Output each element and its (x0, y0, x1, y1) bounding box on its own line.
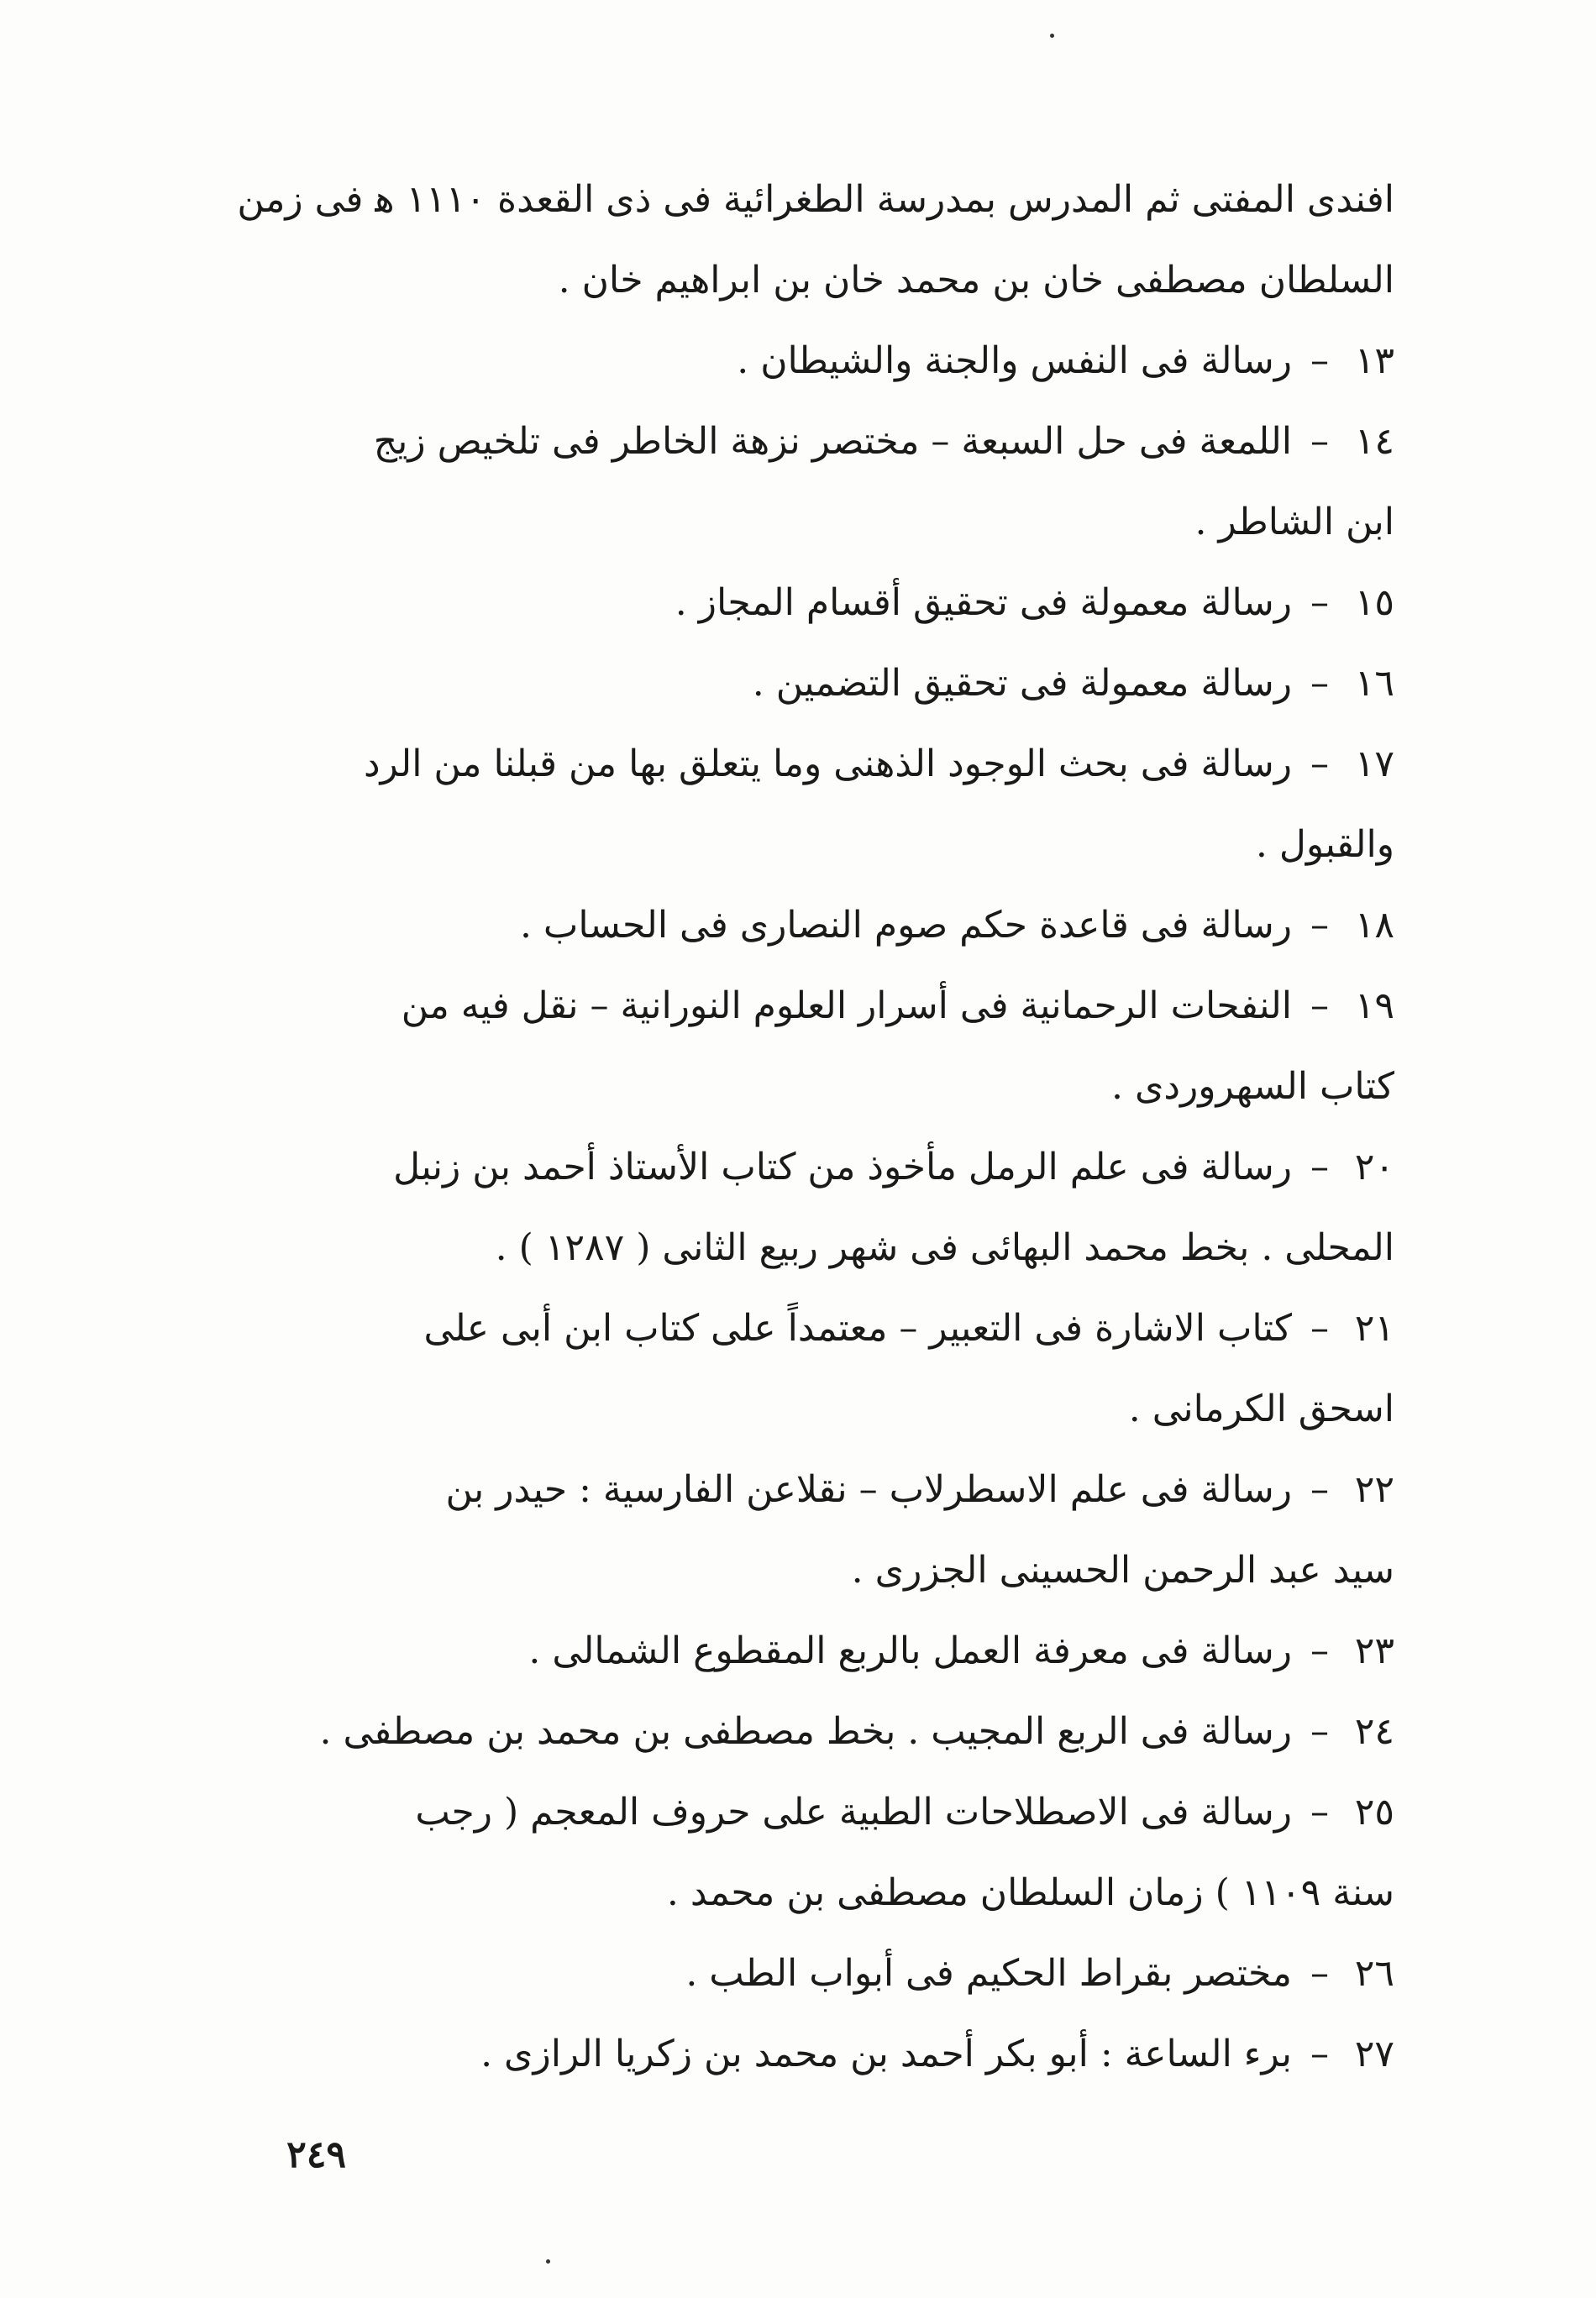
intro-line-2: السلطان مصطفى خان بن محمد خان بن ابراهيم خان . (558, 259, 1394, 302)
entry-text: رسالة فى النفس والجنة والشيطان . (737, 339, 1292, 382)
entry-number: ٢٦ (1354, 1952, 1394, 1995)
entry-number: ١٦ (1354, 662, 1394, 705)
entry-dash: – (1310, 420, 1329, 463)
entry-dash: – (1310, 581, 1329, 624)
list-item (202, 1288, 1394, 1369)
list-item (202, 2014, 1394, 2095)
entry-text: رسالة معمولة فى تحقيق أقسام المجاز . (675, 581, 1292, 624)
entry-text: برء الساعة : أبو بكر أحمد بن محمد بن زكريا الرازى . (480, 2033, 1292, 2075)
entry-continuation: كتاب السهروردى . (1111, 1065, 1394, 1108)
entry-number: ٢١ (1354, 1307, 1394, 1350)
entry-text: رسالة فى الاصطلاحات الطبية على حروف المعجم ( رجب (415, 1791, 1292, 1834)
entry-text: رسالة فى علم الاسطرلاب – نقلاعن الفارسية : حيدر بن (445, 1468, 1292, 1511)
entry-dash: – (1310, 742, 1329, 785)
entry-text: اللمعة فى حل السبعة – مختصر نزهة الخاطر فى تلخيص زيج (373, 420, 1292, 463)
entry-dash: – (1310, 1629, 1329, 1672)
entry-dash: – (1310, 1146, 1329, 1188)
entry-dash: – (1310, 1791, 1329, 1834)
intro-line-1: افندى المفتى ثم المدرس بمدرسة الطغرائية فى ذى القعدة ١١١٠ ﻫ فى زمن (237, 178, 1394, 221)
list-item (202, 1933, 1394, 2014)
ink-speck (546, 2259, 550, 2264)
list-item (202, 885, 1394, 966)
entry-number: ١٧ (1354, 742, 1394, 785)
entry-text: كتاب الاشارة فى التعبير – معتمداً على كتاب ابن أبى على (423, 1307, 1292, 1350)
entry-dash: – (1310, 984, 1329, 1027)
entry-number: ١٥ (1354, 581, 1394, 624)
entry-dash: – (1310, 339, 1329, 382)
list-item (202, 1772, 1394, 1853)
text-block (202, 160, 1394, 2095)
entry-continuation: اسحق الكرمانى . (1128, 1388, 1394, 1430)
entry-number: ٢٤ (1354, 1710, 1394, 1753)
entry-text: رسالة فى قاعدة حكم صوم النصارى فى الحساب . (519, 904, 1292, 947)
list-item (202, 1450, 1394, 1530)
entry-text: رسالة فى معرفة العمل بالربع المقطوع الشمالى . (528, 1629, 1292, 1672)
list-item (202, 1611, 1394, 1692)
entry-continuation: سنة ١١٠٩ ) زمان السلطان مصطفى بن محمد . (666, 1871, 1394, 1914)
entry-text: النفحات الرحمانية فى أسرار العلوم النورانية – نقل فيه من (401, 984, 1292, 1027)
entry-dash: – (1310, 1710, 1329, 1753)
page-number: ٢٤٩ (286, 2133, 346, 2176)
list-item (202, 643, 1394, 724)
entry-number: ٢٥ (1354, 1791, 1394, 1834)
entry-text: رسالة فى بحث الوجود الذهنى وما يتعلق بها من قبلنا من الرد (363, 742, 1292, 785)
list-item (202, 401, 1394, 482)
entry-number: ١٤ (1354, 420, 1394, 463)
list-item (202, 1127, 1394, 1208)
entry-number: ١٨ (1354, 904, 1394, 947)
entry-dash: – (1310, 1952, 1329, 1995)
entry-text: رسالة معمولة فى تحقيق التضمين . (752, 662, 1292, 705)
entry-number: ٢٠ (1354, 1146, 1394, 1188)
entry-number: ١٩ (1354, 984, 1394, 1027)
entry-continuation: ابن الشاطر . (1194, 501, 1394, 543)
list-item (202, 321, 1394, 401)
entry-dash: – (1310, 904, 1329, 947)
list-item (202, 1692, 1394, 1772)
entry-number: ١٣ (1354, 339, 1394, 382)
entry-continuation: سيد عبد الرحمن الحسينى الجزرى . (851, 1549, 1394, 1592)
entry-number: ٢٧ (1354, 2033, 1394, 2075)
entry-continuation: المحلى . بخط محمد البهائى فى شهر ربيع الثانى ( ١٢٨٧ ) . (495, 1226, 1394, 1269)
list-item (202, 563, 1394, 643)
entry-dash: – (1310, 2033, 1329, 2075)
ink-speck (1050, 34, 1054, 38)
entry-text: مختصر بقراط الحكيم فى أبواب الطب . (685, 1952, 1292, 1995)
entry-number: ٢٢ (1354, 1468, 1394, 1511)
entry-dash: – (1310, 1468, 1329, 1511)
entry-dash: – (1310, 1307, 1329, 1350)
entry-continuation: والقبول . (1255, 823, 1394, 866)
entry-number: ٢٣ (1354, 1629, 1394, 1672)
entries-list (202, 321, 1394, 2095)
entry-text: رسالة فى الربع المجيب . بخط مصطفى بن محمد بن مصطفى . (319, 1710, 1292, 1753)
list-item (202, 966, 1394, 1047)
entry-text: رسالة فى علم الرمل مأخوذ من كتاب الأستاذ أحمد بن زنبل (393, 1146, 1292, 1188)
entry-dash: – (1310, 662, 1329, 705)
list-item (202, 724, 1394, 805)
